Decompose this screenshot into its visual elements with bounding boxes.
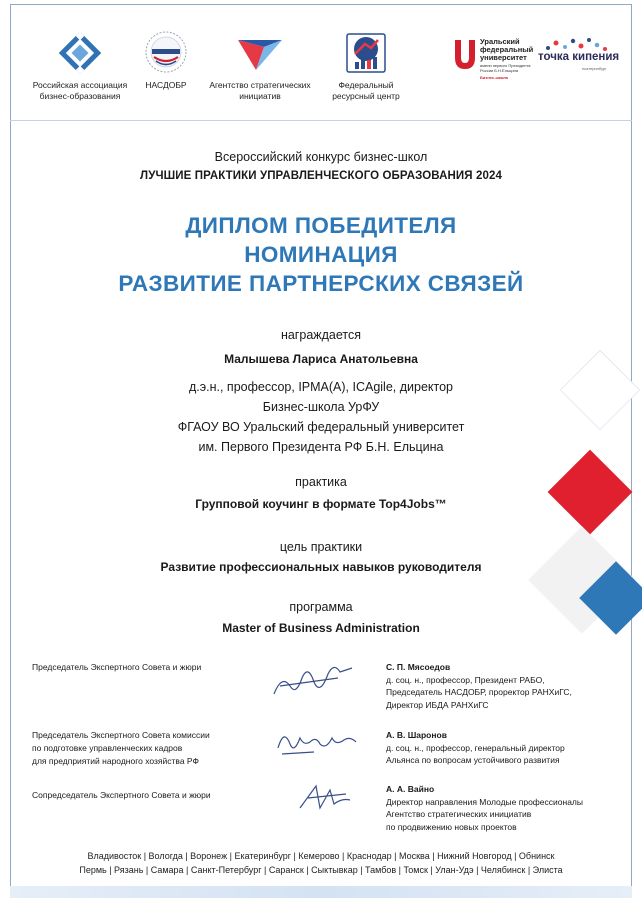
frc-caption-2: ресурсный центр [332, 91, 400, 101]
signature-3-person [386, 783, 583, 833]
signature-2-person [386, 729, 565, 767]
raboe-caption-2: бизнес-образования [39, 91, 121, 101]
tochka-title: точка кипения [538, 51, 620, 63]
signature-3-detail-3: по продвижению новых проектов [386, 821, 517, 832]
tochka-sub: екатеринбург [582, 66, 607, 71]
program-label: программа [289, 600, 353, 614]
goal-value: Развитие профессиональных навыков руководителя [160, 560, 482, 574]
signature-1-role [32, 661, 201, 674]
awardee-detail-2: Бизнес-школа УрФУ [262, 400, 380, 414]
practice-label: практика [295, 475, 347, 489]
frc-logo [318, 30, 414, 102]
goal-label: цель практики [279, 540, 363, 554]
raboe-logo [22, 30, 138, 102]
awardee-detail-1: д.э.н., профессор, IPMA(A), ICAgile, директор [188, 380, 454, 394]
signature-3-detail-1: Директор направления Молодые профессионалы [386, 796, 583, 807]
signature-2-scribble [274, 724, 364, 758]
signature-1-person [386, 661, 572, 711]
signature-2-role-line-2: по подготовке управленческих кадров [32, 743, 183, 753]
signature-1-detail-1: д. соц. н., профессор, Президент РАБО, [386, 674, 545, 685]
awarded-label: награждается [280, 328, 362, 342]
frc-caption-1: Федеральный [338, 80, 394, 90]
nasdobr-caption: НАСДОБР [145, 80, 187, 90]
cities-line-1: Владивосток | Вологда | Воронеж | Екатеринбург | Кемерово | Краснодар | Москва | Нижний Новгород | Обнинск [87, 851, 555, 861]
signature-2-role-line-1: Председатель Экспертного Совета комиссии [32, 730, 210, 740]
urfu-sub: имени первого Президента России Б.Н.Ельцина [480, 63, 531, 73]
urfu-line-3: университет [480, 53, 527, 62]
asi-caption-1: Агентство стратегических [209, 80, 311, 90]
signature-3-role [32, 789, 211, 802]
signature-3-role-line-1: Сопредседатель Экспертного Совета и жюри [32, 790, 211, 800]
signature-3-detail-2: Агентство стратегических инициатив [386, 809, 532, 819]
signature-2-detail-1: д. соц. н., профессор, генеральный директор [386, 742, 565, 753]
signature-1-detail-3: Директор ИБДА РАНХиГС [386, 699, 489, 710]
urfu-line-1: Уральский [480, 37, 520, 46]
signature-2-detail-2: Альянса по вопросам устойчивого развития [386, 755, 560, 765]
signature-3-scribble [294, 778, 360, 814]
diploma-line-3: РАЗВИТИЕ ПАРТНЕРСКИХ СВЯЗЕЙ [118, 271, 524, 296]
awardee-detail-4: им. Первого Президента РФ Б.Н. Ельцина [198, 440, 444, 454]
diploma-line-1: ДИПЛОМ ПОБЕДИТЕЛЯ [185, 213, 457, 238]
signature-2-role-line-3: для предприятий народного хозяйства РФ [32, 756, 199, 766]
asi-caption-2: инициатив [239, 91, 281, 101]
urfu-logo-text [480, 38, 542, 82]
program-value: Master of Business Administration [222, 621, 420, 635]
awardee-name: Малышева Лариса Анатольевна [224, 352, 418, 366]
raboe-emblem-icon [57, 30, 103, 76]
nasdobr-logo [138, 30, 194, 91]
awardee-detail-3: ФГАОУ ВО Уральский федеральный университет [177, 420, 465, 434]
signature-1-scribble [268, 656, 358, 700]
practice-value: Групповой коучинг в формате Top4Jobs™ [195, 497, 447, 511]
signature-1-detail-2: Председатель НАСДОБР, проректор РАНХиГС, [386, 687, 572, 697]
nasdobr-emblem-icon [142, 30, 190, 76]
urfu-emblem-icon [452, 38, 478, 72]
asi-emblem-icon [234, 30, 286, 76]
contest-title: ЛУЧШИЕ ПРАКТИКИ УПРАВЛЕНЧЕСКОГО ОБРАЗОВАНИЯ 2024 [140, 170, 502, 182]
contest-subtitle: Всероссийский конкурс бизнес-школ [214, 150, 428, 164]
bottom-band [10, 886, 632, 898]
cities-line-2: Пермь | Рязань | Самара | Санкт-Петербург | Саранск | Сыктывкар | Тамбов | Томск | Улан-Удэ | Челябинск | Элиста [79, 865, 563, 875]
asi-logo [198, 30, 322, 102]
urfu-line-2: федеральный [480, 45, 534, 54]
header-divider [10, 120, 632, 121]
signature-1-role-line-1: Председатель Экспертного Совета и жюри [32, 662, 202, 672]
frc-emblem-icon [343, 30, 389, 76]
diploma-line-2: НОМИНАЦИЯ [244, 242, 398, 267]
urfu-red: Бизнес-школа [480, 75, 508, 80]
signature-3-name: А. А. Вайно [386, 784, 435, 794]
signature-2-role [32, 729, 210, 768]
signature-2-name: А. В. Шаронов [386, 730, 447, 740]
signature-1-name: С. П. Мясоедов [386, 662, 451, 672]
raboe-caption-1: Российская ассоциация [32, 80, 128, 90]
